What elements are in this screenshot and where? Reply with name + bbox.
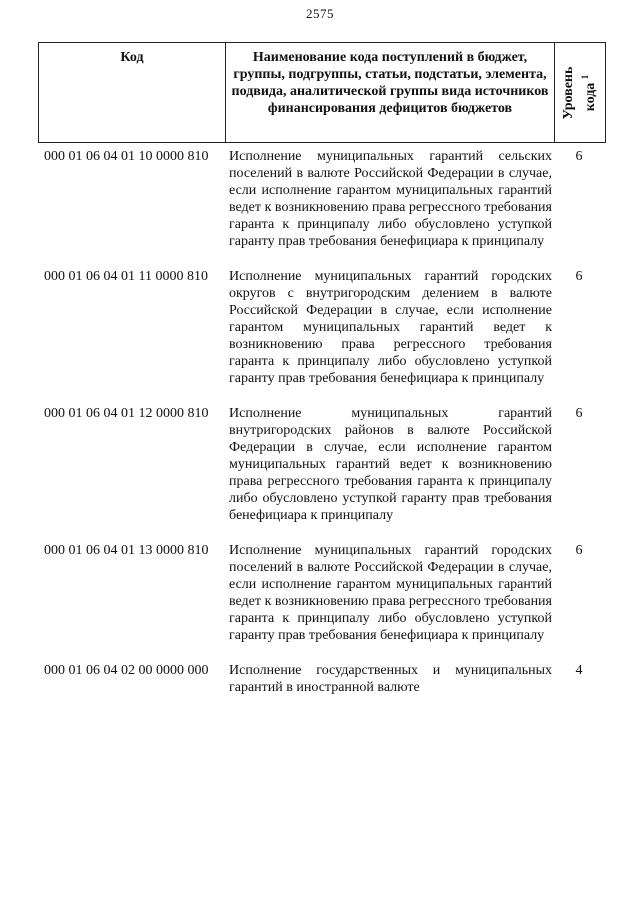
- header-level-footnote: 1: [580, 74, 591, 79]
- table-row: [38, 405, 606, 524]
- row-code: 000 01 06 04 01 11 0000 810: [44, 269, 208, 284]
- header-level-label: [561, 66, 599, 119]
- header-name: Наименование кода поступлений в бюджет, группы, подгруппы, статьи, подстатьи, элемента, подвида, аналитической группы вида источников финансирования дефицитов бюджетов: [226, 43, 555, 142]
- row-code: 000 01 06 04 01 12 0000 810: [44, 406, 209, 421]
- row-name: Исполнение муниципальных гарантий городских поселений в валюте Российской Федерации в случае, если исполнение гарантом муниципальных гарантий ведет к возникновению права регрессного требования гаранта к принципалу либо обусловлено уступкой гаранту прав требования бенефициара к принципалу: [229, 543, 552, 643]
- row-level: 4: [575, 663, 583, 678]
- row-name: Исполнение муниципальных гарантий сельских поселений в валюте Российской Федерации в случае, если исполнение гарантом муниципальных гарантий ведет к возникновению права регрессного требования гаранта к принципалу либо обусловлено уступкой гаранту прав требования бенефициара к принципалу: [229, 149, 552, 249]
- row-name: Исполнение муниципальных гарантий городских округов с внутригородским делением в валюте Российской Федерации в случае, если исполнение гарантом муниципальных гарантий ведет к возникновению права регрессного требования гаранта к принципалу либо обусловлено уступкой гаранту прав требования бенефициара к принципалу: [229, 269, 552, 386]
- table-header: [38, 42, 606, 143]
- row-code: 000 01 06 04 01 10 0000 810: [44, 149, 209, 164]
- row-level: 6: [575, 149, 583, 164]
- row-code: 000 01 06 04 01 13 0000 810: [44, 543, 209, 558]
- page-number: 2575: [306, 6, 334, 21]
- header-level-word2: кода: [582, 82, 598, 111]
- row-level: 6: [575, 269, 583, 284]
- table-body: [38, 148, 606, 714]
- header-level-word1: Уровень: [561, 66, 577, 119]
- row-level: 6: [575, 406, 583, 421]
- row-name: Исполнение государственных и муниципальных гарантий в иностранной валюте: [229, 663, 552, 695]
- row-code: 000 01 06 04 02 00 0000 000: [44, 663, 209, 678]
- table-row: [38, 542, 606, 644]
- row-level: 6: [575, 543, 583, 558]
- header-level: [555, 43, 605, 142]
- table-row: [38, 268, 606, 387]
- table-row: [38, 148, 606, 250]
- row-name: Исполнение муниципальных гарантий внутригородских районов в валюте Российской Федерации в случае, если исполнение гарантом муниципальных гарантий ведет к возникновению права регрессного требования гаранта к принципалу либо обусловлено уступкой гаранту прав требования бенефициара к принципалу: [229, 406, 552, 523]
- table-row: [38, 662, 606, 696]
- header-code: Код: [39, 43, 226, 142]
